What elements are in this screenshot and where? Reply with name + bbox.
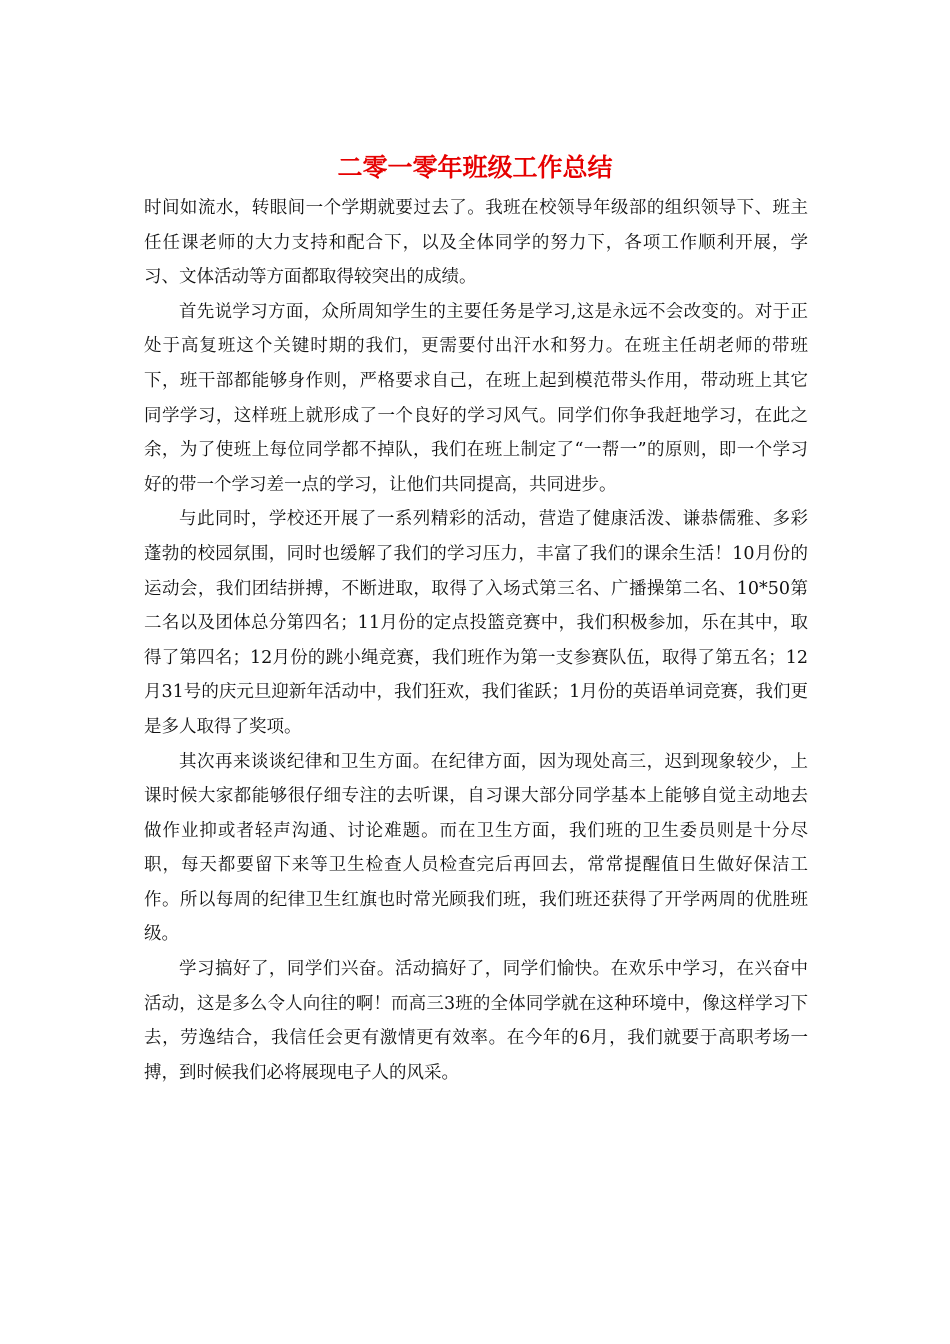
paragraph-activities: 与此同时，学校还开展了一系列精彩的活动，营造了健康活泼、谦恭儒雅、多彩蓬勃的校园氛围，同时也缓解了我们的学习压力，丰富了我们的课余生活！10月份的运动会，我们团结拼搏，不断进取，取得了入场式第三名、广播操第二名、10*50第二名以及团体总分第四名；11月份的定点投篮竞赛中，我们积极参加，乐在其中，取得了第四名；12月份的跳小绳竞赛，我们班作为第一支参赛队伍，取得了第五名；12月31号的庆元旦迎新年活动中，我们狂欢，我们雀跃；1月份的英语单词竞赛，我们更是多人取得了奖项。 <box>144 509 808 737</box>
paragraph-intro: 时间如流水，转眼间一个学期就要过去了。我班在校领导年级部的组织领导下、班主任任课老师的大力支持和配合下，以及全体同学的努力下，各项工作顺利开展，学习、文体活动等方面都取得较突出的成绩。 <box>144 198 808 288</box>
paragraph-study: 首先说学习方面，众所周知学生的主要任务是学习,这是永远不会改变的。对于正处于高复班这个关键时期的我们，更需要付出汗水和努力。在班主任胡老师的带班下，班干部都能够身作则，严格要求自己，在班上起到模范带头作用，带动班上其它同学学习，这样班上就形成了一个良好的学习风气。同学们你争我赶地学习，在此之余，为了使班上每位同学都不掉队，我们在班上制定了“一帮一”的原则，即一个学习好的带一个学习差一点的学习，让他们共同提高，共同进步。 <box>144 301 808 495</box>
document-body <box>144 191 808 1090</box>
document-title: 二零一零年班级工作总结 <box>337 153 613 182</box>
paragraph-conclusion: 学习搞好了，同学们兴奋。活动搞好了，同学们愉快。在欢乐中学习，在兴奋中活动，这是多么令人向往的啊！而高三3班的全体同学就在这种环境中，像这样学习下去，劳逸结合，我信任会更有激情更有效率。在今年的6月，我们就要于高职考场一搏，到时候我们必将展现电子人的风采。 <box>144 959 808 1083</box>
paragraph-discipline-hygiene: 其次再来谈谈纪律和卫生方面。在纪律方面，因为现处高三，迟到现象较少，上课时候大家都能够很仔细专注的去听课，自习课大部分同学基本上能够自觉主动地去做作业抑或者轻声沟通、讨论难题。而在卫生方面，我们班的卫生委员则是十分尽职，每天都要留下来等卫生检查人员检查完后再回去，常常提醒值日生做好保洁工作。所以每周的纪律卫生红旗也时常光顾我们班，我们班还获得了开学两周的优胜班级。 <box>144 751 808 945</box>
